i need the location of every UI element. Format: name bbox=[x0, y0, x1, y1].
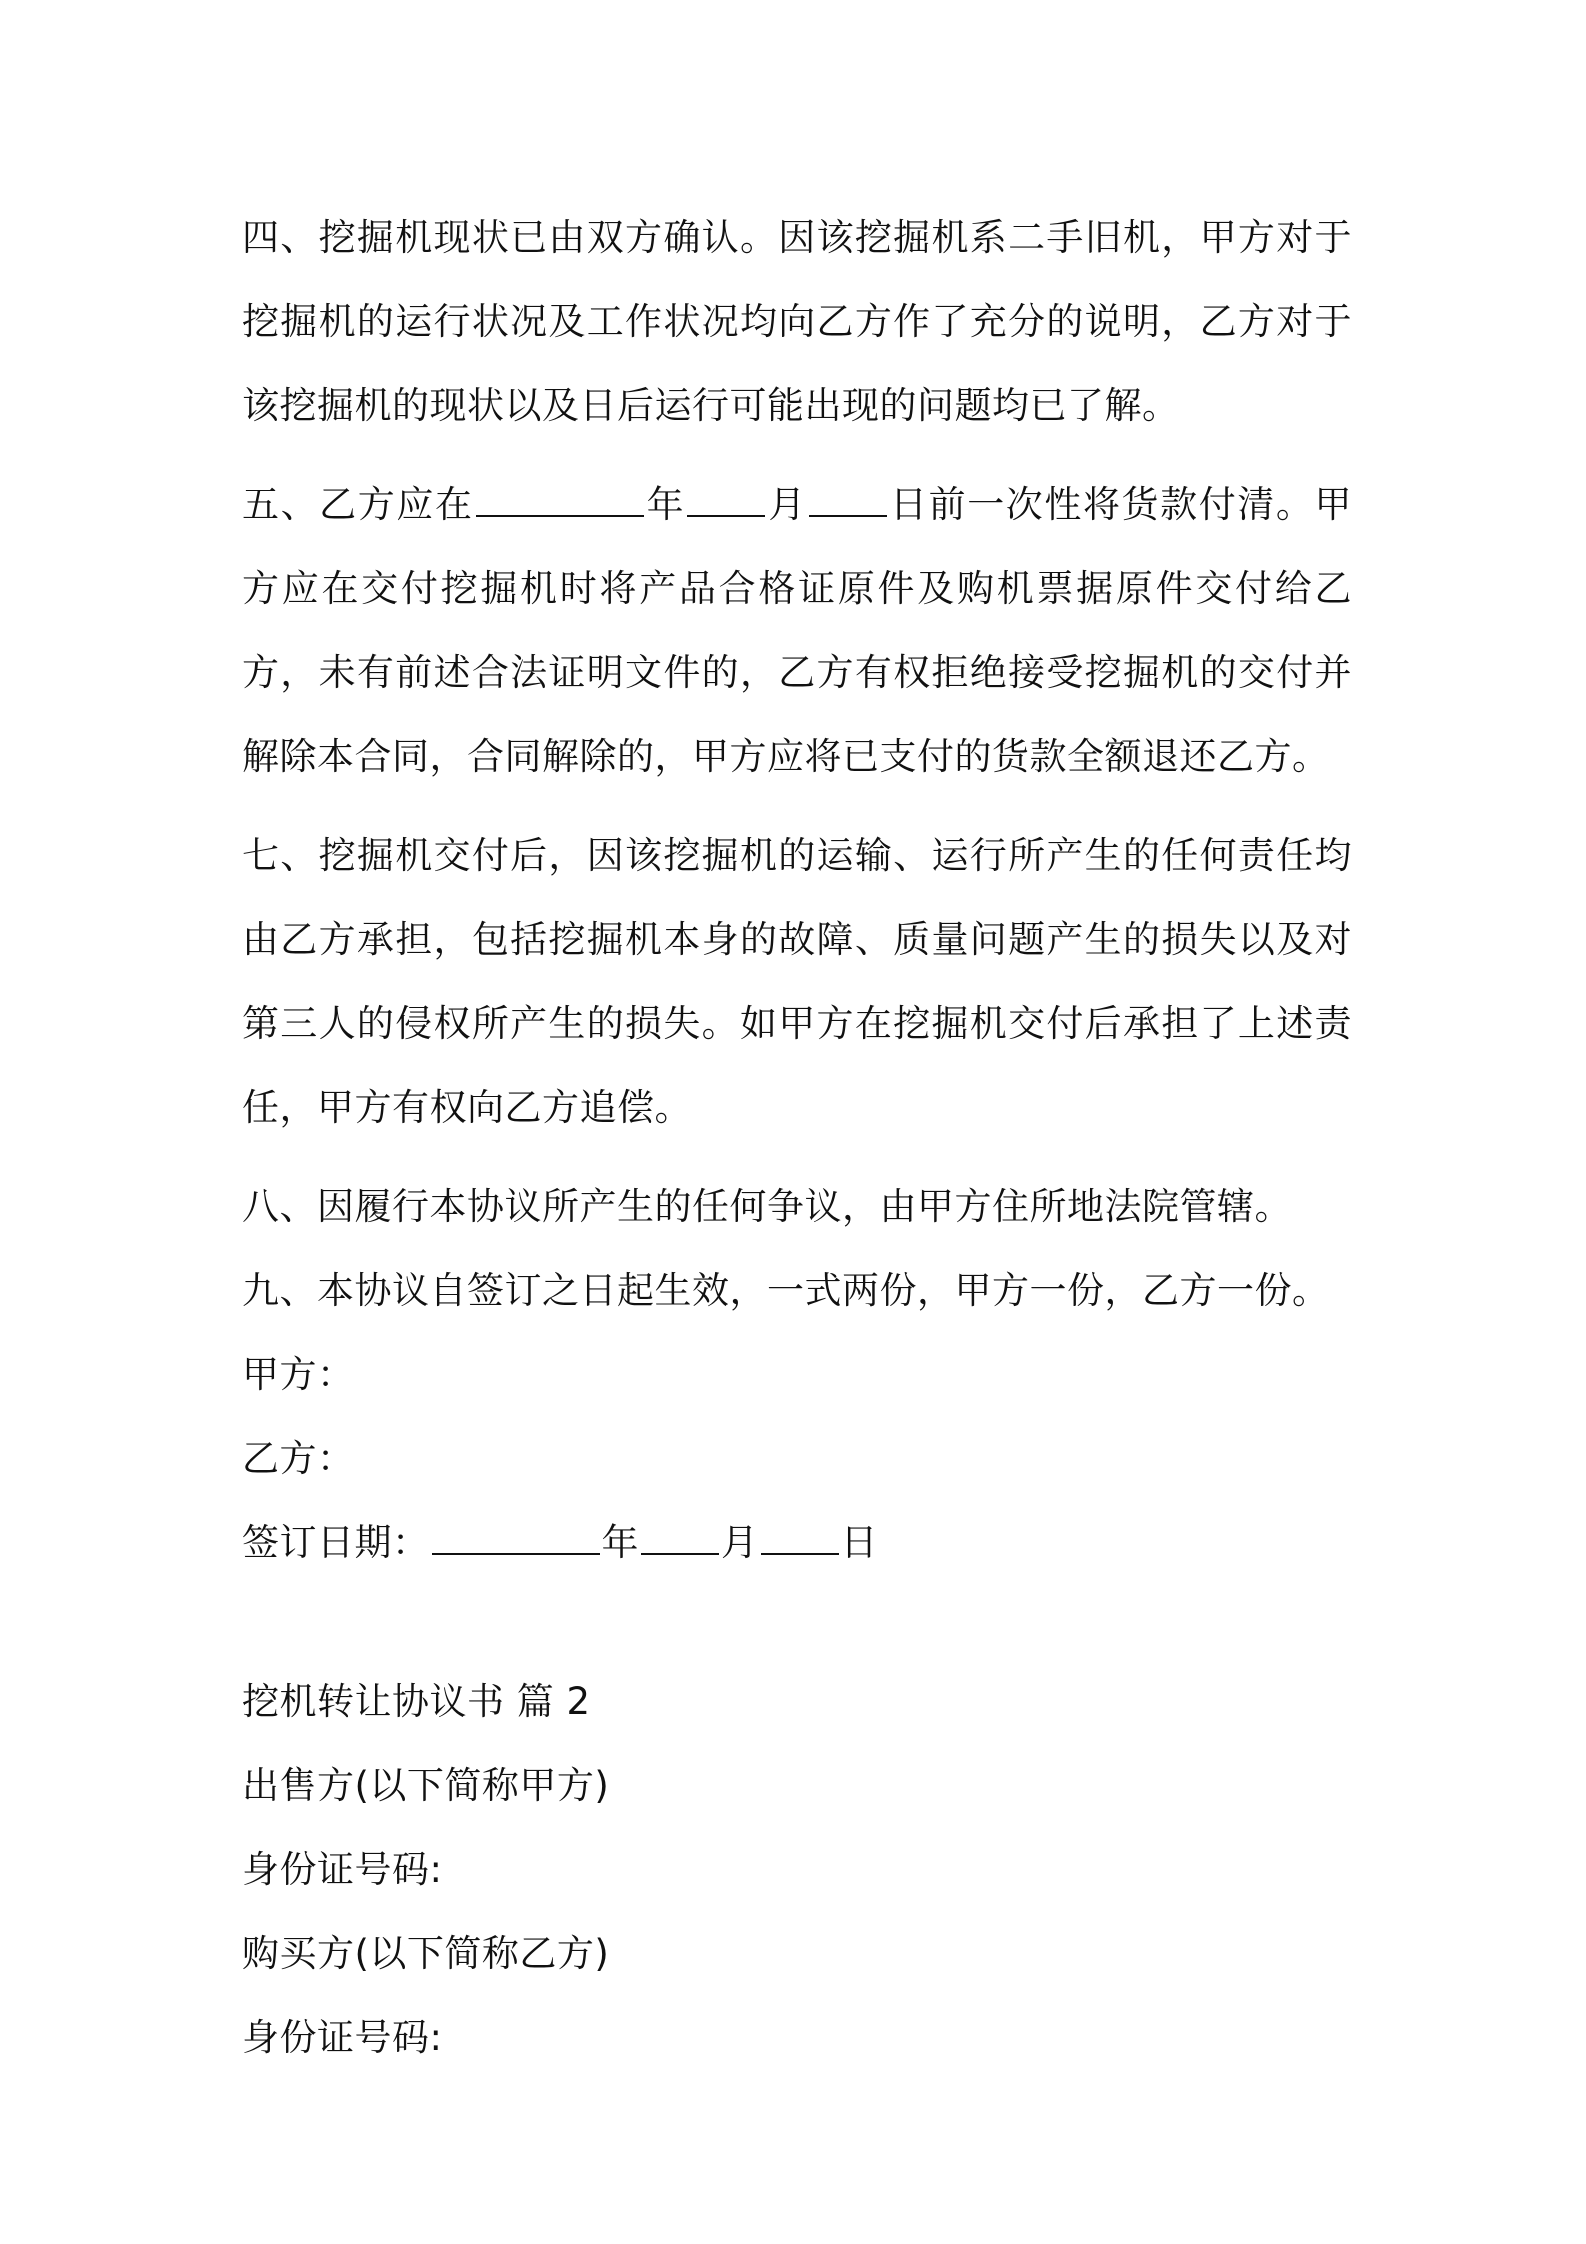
seller-id-line: 身份证号码: bbox=[242, 1848, 443, 1891]
day-blank bbox=[809, 515, 887, 517]
clause-8-paragraph: 八、因履行本协议所产生的任何争议，由甲方住所地法院管辖。 bbox=[242, 1185, 1292, 1228]
signing-year-blank bbox=[432, 1553, 600, 1555]
month-blank bbox=[687, 515, 765, 517]
signing-day-label: 日 bbox=[840, 1521, 878, 1564]
clause-5-paragraph bbox=[242, 463, 1352, 799]
clause-5-prefix: 五、乙方应在 bbox=[242, 483, 474, 526]
section-2-title: 挖机转让协议书 篇 2 bbox=[242, 1680, 591, 1723]
clause-7-paragraph: 七、挖掘机交付后，因该挖掘机的运输、运行所产生的任何责任均由乙方承担，包括挖掘机本身的故障、质量问题产生的损失以及对第三人的侵权所产生的损失。如甲方在挖掘机交付后承担了上述责任，甲方有权向乙方追偿。 bbox=[242, 834, 1352, 1129]
signing-month-label: 月 bbox=[721, 1521, 759, 1564]
clause-5-year: 年 bbox=[645, 483, 686, 526]
clause-5-rest: 日前一次性将货款付清。甲方应在交付挖掘机时将产品合格证原件及购机票据原件交付给乙方，未有前述合法证明文件的，乙方有权拒绝接受挖掘机的交付并解除本合同，合同解除的，甲方应将已支付的货款全额退还乙方。 bbox=[242, 483, 1353, 778]
signing-year-label: 年 bbox=[601, 1521, 639, 1564]
party-b-signature-line: 乙方： bbox=[242, 1437, 355, 1480]
signing-month-blank bbox=[641, 1553, 719, 1555]
party-a-signature-line: 甲方： bbox=[242, 1353, 355, 1396]
clause-4-paragraph: 四、挖掘机现状已由双方确认。因该挖掘机系二手旧机，甲方对于挖掘机的运行状况及工作状况均向乙方作了充分的说明，乙方对于该挖掘机的现状以及日后运行可能出现的问题均已了解。 bbox=[242, 216, 1352, 427]
buyer-line: 购买方(以下简称乙方) bbox=[242, 1932, 610, 1975]
year-blank bbox=[476, 515, 644, 517]
signing-date-label: 签订日期： bbox=[242, 1521, 430, 1564]
clause-5-month: 月 bbox=[767, 483, 807, 526]
seller-line: 出售方(以下简称甲方) bbox=[242, 1764, 610, 1807]
buyer-id-line: 身份证号码: bbox=[242, 2016, 443, 2059]
clause-9-paragraph: 九、本协议自签订之日起生效，一式两份，甲方一份，乙方一份。 bbox=[242, 1269, 1330, 1312]
document-body bbox=[242, 196, 1352, 2080]
section-gap bbox=[242, 1585, 1352, 1660]
signing-date-line bbox=[242, 1501, 1352, 1585]
signing-day-blank bbox=[761, 1553, 839, 1555]
